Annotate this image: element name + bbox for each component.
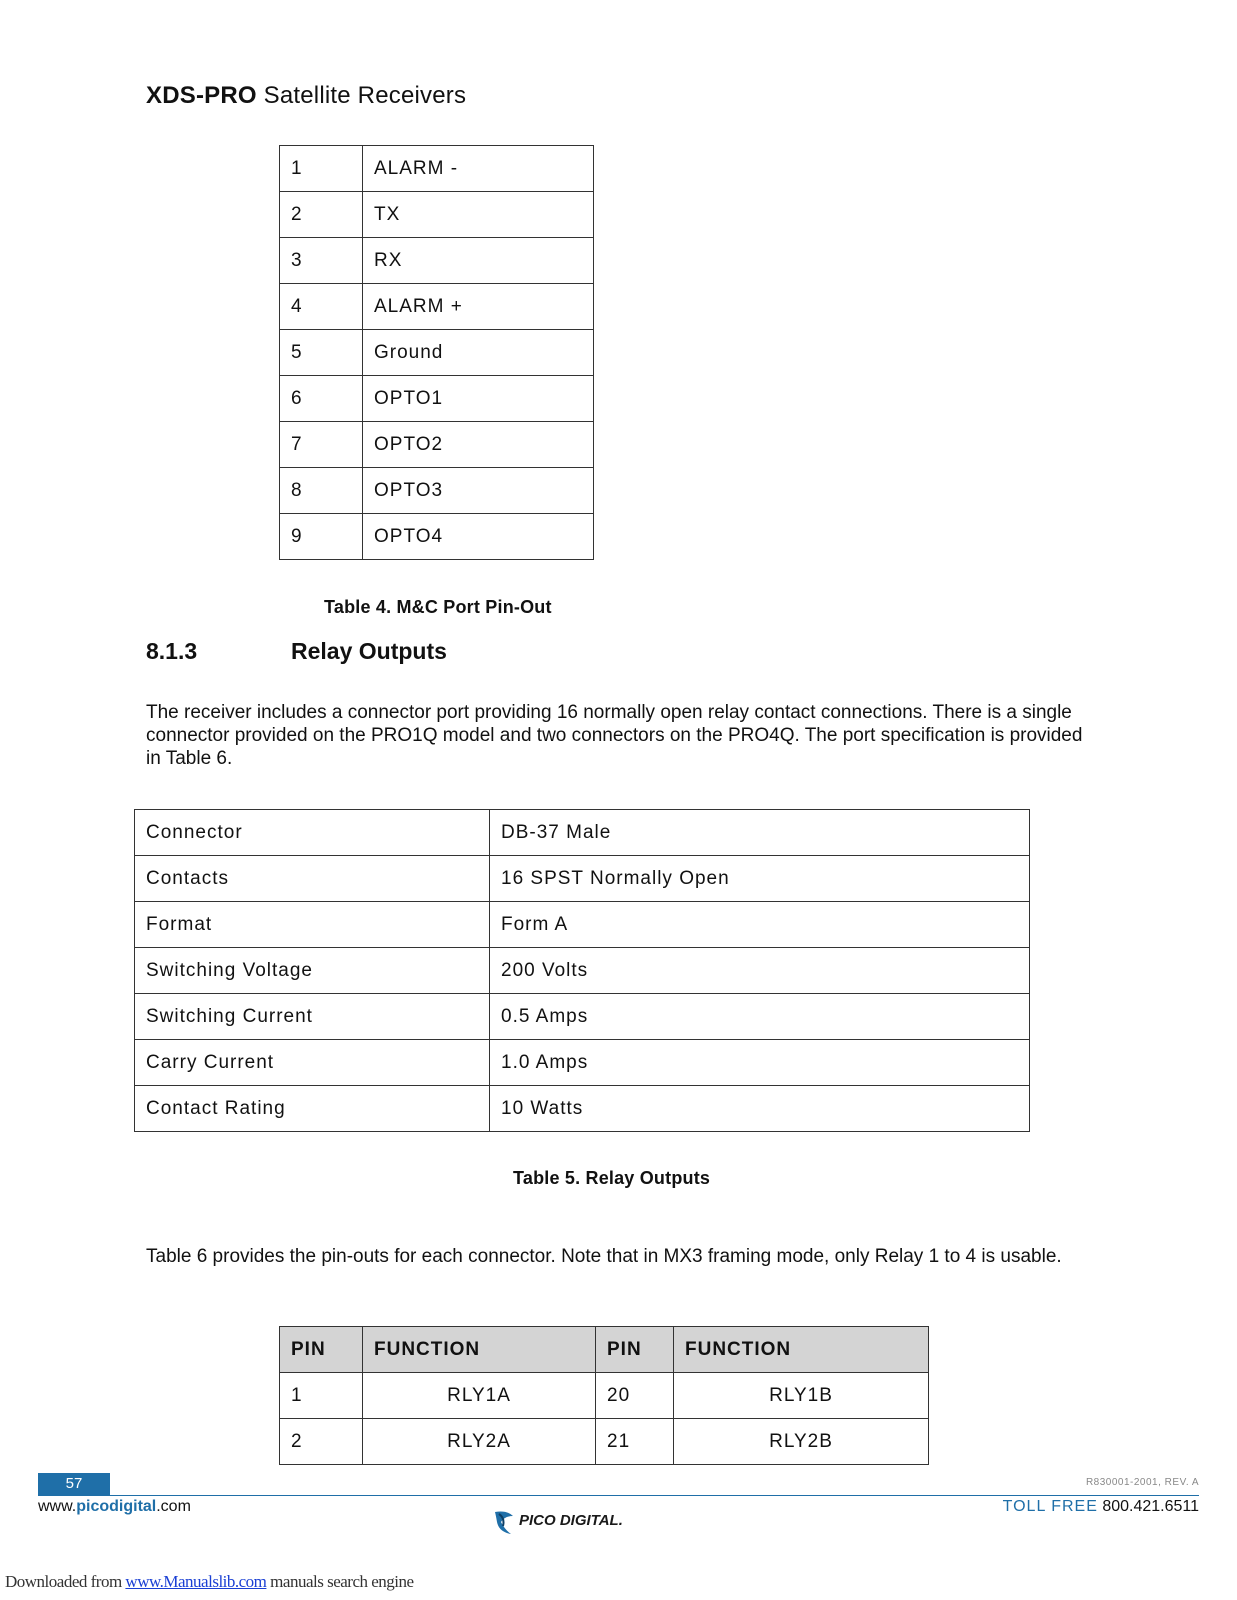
table-cell: 3: [280, 238, 363, 284]
download-prefix: Downloaded from: [5, 1572, 126, 1591]
col-header-pin: PIN: [596, 1327, 674, 1373]
table-cell: 1.0 Amps: [490, 1040, 1030, 1086]
table-row: [135, 856, 1030, 902]
table-row: [280, 330, 594, 376]
table-cell: 1: [280, 1373, 363, 1419]
download-notice: [5, 1572, 414, 1592]
table-cell: 20: [596, 1373, 674, 1419]
col-header-function: FUNCTION: [674, 1327, 929, 1373]
table-cell: 2: [280, 1419, 363, 1465]
table-row: [135, 948, 1030, 994]
table-row: [280, 422, 594, 468]
table-cell: 4: [280, 284, 363, 330]
header-brand: XDS-PRO: [146, 82, 257, 109]
table-row: [280, 1419, 929, 1465]
table-cell: Format: [135, 902, 490, 948]
relay-intro-paragraph: The receiver includes a connector port providing 16 normally open relay contact connections. There is a single connector provided on the PRO1Q model and two connectors on the PRO4Q. The port specification is provided in Table 6.: [146, 702, 1083, 769]
table-cell: 6: [280, 376, 363, 422]
table-row: [280, 192, 594, 238]
table-cell: ALARM -: [363, 146, 594, 192]
table-cell: 9: [280, 514, 363, 560]
table-cell: RLY2A: [363, 1419, 596, 1465]
download-suffix: manuals search engine: [266, 1572, 414, 1591]
pico-digital-logo: [493, 1506, 653, 1540]
col-header-pin: PIN: [280, 1327, 363, 1373]
table-cell: TX: [363, 192, 594, 238]
section-number: 8.1.3: [146, 638, 198, 664]
table-row: [135, 810, 1030, 856]
table-row: [280, 238, 594, 284]
toll-free-phone: [1003, 1498, 1199, 1516]
table-relay-pinout: [279, 1326, 929, 1465]
header-title: Satellite Receivers: [263, 82, 467, 109]
table-row: [135, 902, 1030, 948]
table-cell: OPTO4: [363, 514, 594, 560]
table-cell: OPTO1: [363, 376, 594, 422]
manualslib-link[interactable]: www.Manualslib.com: [125, 1572, 267, 1591]
table-cell: Connector: [135, 810, 490, 856]
col-header-function: FUNCTION: [363, 1327, 596, 1373]
table-row: [135, 1086, 1030, 1132]
table-cell: OPTO3: [363, 468, 594, 514]
table-cell: ALARM +: [363, 284, 594, 330]
phone-number: 800.421.6511: [1102, 1498, 1199, 1515]
table-cell: 2: [280, 192, 363, 238]
table-row: [280, 284, 594, 330]
table-row: [135, 1040, 1030, 1086]
table-cell: Form A: [490, 902, 1030, 948]
table-cell: 10 Watts: [490, 1086, 1030, 1132]
table-cell: DB-37 Male: [490, 810, 1030, 856]
table-row: [135, 994, 1030, 1040]
logo-wordmark: PICO DIGITAL.: [519, 1512, 623, 1529]
table-cell: RLY1A: [363, 1373, 596, 1419]
table-cell: 1: [280, 146, 363, 192]
table-cell: Switching Current: [135, 994, 490, 1040]
table-cell: 7: [280, 422, 363, 468]
table-mc-port-pinout: [279, 145, 594, 560]
website-link[interactable]: [38, 1498, 191, 1516]
table-row: [280, 468, 594, 514]
table-cell: Contact Rating: [135, 1086, 490, 1132]
table-cell: OPTO2: [363, 422, 594, 468]
table-cell: 21: [596, 1419, 674, 1465]
table5-caption: Table 5. Relay Outputs: [513, 1168, 711, 1188]
web-suffix: .com: [156, 1498, 191, 1515]
table-cell: RLY1B: [674, 1373, 929, 1419]
toll-free-label: TOLL FREE: [1002, 1498, 1098, 1515]
table-cell: Ground: [363, 330, 594, 376]
table-cell: 0.5 Amps: [490, 994, 1030, 1040]
table-row: [280, 376, 594, 422]
table-cell: 8: [280, 468, 363, 514]
table-row: [280, 1373, 929, 1419]
footer-divider: [38, 1495, 1199, 1496]
pico-swoosh-icon: [493, 1508, 517, 1538]
section-title: Relay Outputs: [291, 638, 447, 664]
table-row: [280, 514, 594, 560]
table4-caption: Table 4. M&C Port Pin-Out: [324, 597, 552, 617]
table-cell: RLY2B: [674, 1419, 929, 1465]
table-cell: 16 SPST Normally Open: [490, 856, 1030, 902]
table-cell: 200 Volts: [490, 948, 1030, 994]
table-row: [280, 146, 594, 192]
table-cell: Contacts: [135, 856, 490, 902]
web-prefix: www.: [38, 1498, 77, 1515]
web-brand: picodigital: [76, 1498, 157, 1515]
table-cell: Carry Current: [135, 1040, 490, 1086]
pinout-intro-paragraph: Table 6 provides the pin-outs for each connector. Note that in MX3 framing mode, only Relay 1 to 4 is usable.: [146, 1246, 1062, 1267]
table-cell: 5: [280, 330, 363, 376]
revision-label: R830001-2001, REV. A: [1085, 1477, 1199, 1488]
section-heading: [146, 638, 447, 665]
page-header: [146, 82, 466, 110]
table-cell: RX: [363, 238, 594, 284]
table-cell: Switching Voltage: [135, 948, 490, 994]
page-number: 57: [38, 1473, 110, 1495]
table-relay-outputs: [134, 809, 1030, 1132]
